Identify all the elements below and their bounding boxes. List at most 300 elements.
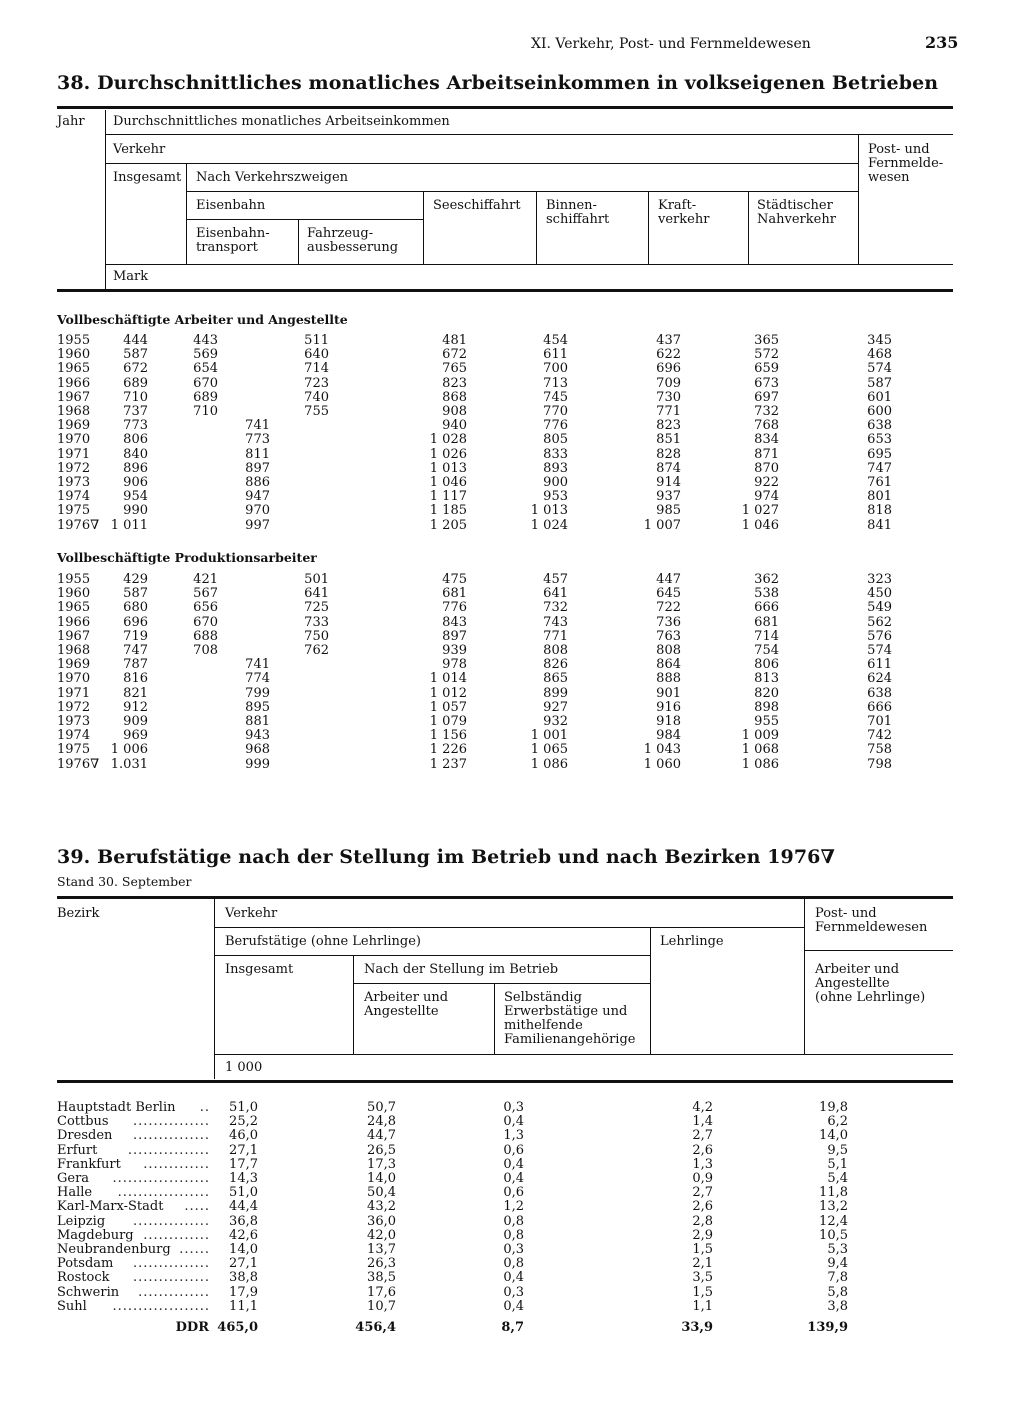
divider [186, 163, 187, 264]
cell-post: 653 [867, 432, 892, 448]
table-row [0, 433, 1024, 447]
divider [105, 264, 953, 265]
cell-sta: 659 [754, 361, 779, 377]
cell-post: 139,9 [807, 1320, 848, 1335]
cell-post: 10,5 [819, 1227, 848, 1243]
col-verkehr: Verkehr [113, 142, 166, 157]
divider [648, 191, 649, 264]
cell-jahr: 1973 [57, 475, 91, 490]
cell-kra: 645 [656, 586, 681, 602]
cell-bin: 457 [543, 572, 568, 587]
table-row [0, 448, 1024, 462]
cell-lehr: 1,4 [692, 1114, 713, 1130]
cell-kra: 828 [656, 446, 681, 462]
table-row [0, 1115, 1024, 1129]
cell-selb: 1,2 [503, 1199, 524, 1215]
cell-jahr: 1974 [57, 728, 91, 744]
divider [650, 927, 651, 1054]
cell-fzg: 740 [304, 389, 329, 405]
cell-ins: 51,0 [229, 1185, 258, 1201]
cell-jahr: 1960 [57, 586, 91, 602]
cell-bin: 743 [543, 614, 568, 630]
cell-ebt: 656 [193, 600, 218, 616]
cell-kra: 763 [656, 628, 681, 644]
col-fahrzeug-2: ausbesserung [307, 240, 399, 255]
cell-bin: 865 [543, 671, 568, 687]
cell-fzg: 641 [304, 586, 329, 602]
col-binnen-2: schiffahrt [546, 212, 610, 227]
cell-see: 1 237 [429, 756, 467, 772]
cell-selb: 0,4 [503, 1171, 524, 1186]
table-row [0, 377, 1024, 391]
leader-dots: ................ [127, 1142, 210, 1158]
cell-sta: 666 [754, 600, 779, 616]
cell-arb: 50,7 [367, 1100, 396, 1115]
table-row [0, 1257, 1024, 1271]
col-post-1: Post- und [868, 142, 930, 157]
cell-post: 5,3 [827, 1242, 848, 1257]
table-row [0, 362, 1024, 376]
cell-ins: 27,1 [229, 1256, 258, 1272]
cell-ins: 816 [123, 671, 148, 687]
cell-bin: 900 [543, 475, 568, 490]
cell-sta: 870 [754, 460, 779, 476]
cell-kra: 722 [656, 600, 681, 616]
cell-bezirk: Suhl [57, 1298, 87, 1314]
cell-fzg: 714 [304, 361, 329, 377]
cell-bin: 732 [543, 600, 568, 616]
cell-ins: 42,6 [229, 1227, 258, 1243]
cell-jahr: 1970 [57, 432, 91, 448]
page-number: 235 [925, 33, 959, 52]
cell-fzg: 723 [304, 375, 329, 391]
cell-lehr: 4,2 [692, 1100, 713, 1115]
cell-ins: 25,2 [229, 1114, 258, 1130]
cell-arb: 13,7 [367, 1242, 396, 1257]
cell-jahr: 1968 [57, 643, 91, 658]
cell-ins: 44,4 [229, 1199, 258, 1215]
table-row [0, 1286, 1024, 1300]
divider [748, 191, 749, 264]
cell-bezirk: Dresden [57, 1128, 113, 1144]
cell-ins: 954 [123, 489, 148, 505]
cell-bin: 776 [543, 418, 568, 434]
cell-post: 801 [867, 489, 892, 505]
col-unit: 1 000 [225, 1060, 263, 1075]
table38-section1-title: Vollbeschäftigte Arbeiter und Angestellte [57, 312, 348, 327]
leader-dots: .. [199, 1100, 210, 1115]
cell-post: 638 [867, 418, 892, 434]
cell-ins: 710 [123, 389, 148, 405]
cell-post: 562 [867, 614, 892, 630]
cell-sta: 1 046 [741, 517, 779, 533]
cell-kra: 736 [656, 614, 681, 630]
cell-eb: 947 [245, 489, 270, 505]
cell-bezirk: Leipzig [57, 1213, 106, 1229]
cell-sta: 922 [754, 475, 779, 490]
cell-arb: 43,2 [367, 1199, 396, 1215]
cell-jahr: 1973 [57, 714, 91, 729]
table-row [0, 462, 1024, 476]
cell-post: 600 [867, 404, 892, 419]
divider [214, 927, 804, 928]
col-kraft-1: Kraft- [658, 198, 697, 213]
cell-arb: 26,3 [367, 1256, 396, 1272]
leader-dots: ............... [133, 1270, 210, 1286]
leader-dots: ............... [133, 1256, 210, 1272]
cell-bin: 771 [543, 628, 568, 644]
cell-ins: 27,1 [229, 1142, 258, 1158]
cell-selb: 0,3 [503, 1284, 524, 1300]
cell-ins: 587 [123, 586, 148, 602]
col-verkehr: Verkehr [225, 906, 278, 921]
cell-ins: 14,0 [229, 1242, 258, 1257]
cell-sta: 681 [754, 614, 779, 630]
cell-ins: 17,9 [229, 1284, 258, 1300]
cell-sta: 955 [754, 714, 779, 729]
cell-kra: 1 007 [643, 517, 681, 533]
cell-post: 695 [867, 446, 892, 462]
table-row [0, 1229, 1024, 1243]
cell-ins: 1 011 [110, 517, 148, 533]
cell-bezirk: Schwerin [57, 1284, 120, 1300]
divider [186, 191, 858, 192]
col-stadt-2: Nahverkehr [757, 212, 836, 227]
cell-ebt: 710 [193, 404, 218, 419]
col-selb-1: Selbständig [504, 990, 582, 1005]
cell-kra: 937 [656, 489, 681, 505]
divider [423, 191, 424, 264]
divider [353, 983, 650, 984]
cell-bin: 953 [543, 489, 568, 505]
cell-lehr: 33,9 [681, 1320, 713, 1335]
cell-post: 323 [867, 572, 892, 587]
cell-arb: 44,7 [367, 1128, 396, 1144]
cell-kra: 984 [656, 728, 681, 744]
cell-lehr: 2,6 [692, 1142, 713, 1158]
cell-eb: 881 [245, 714, 270, 729]
cell-ins: 46,0 [229, 1128, 258, 1144]
cell-bezirk: Gera [57, 1171, 90, 1186]
cell-bezirk: Potsdam [57, 1256, 114, 1272]
cell-post: 19,8 [819, 1100, 848, 1115]
cell-bezirk: Neubrandenburg [57, 1242, 171, 1257]
cell-see: 475 [442, 572, 467, 587]
cell-ins: 14,3 [229, 1171, 258, 1186]
cell-jahr: 1971 [57, 685, 91, 701]
cell-sta: 1 027 [741, 503, 779, 519]
cell-post: 758 [867, 742, 892, 758]
cell-post: 14,0 [819, 1128, 848, 1144]
chapter-header: XI. Verkehr, Post- und Fernmeldewesen [531, 36, 811, 52]
cell-kra: 1 043 [643, 742, 681, 758]
table-row [0, 1186, 1024, 1200]
cell-post: 798 [867, 756, 892, 772]
cell-selb: 0,8 [503, 1256, 524, 1272]
cell-arb: 14,0 [367, 1171, 396, 1186]
cell-lehr: 2,9 [692, 1227, 713, 1243]
cell-post: 345 [867, 333, 892, 348]
cell-bezirk: Karl-Marx-Stadt [57, 1199, 164, 1215]
cell-jahr: 1972 [57, 699, 91, 715]
col-berufstaetige: Berufstätige (ohne Lehrlinge) [225, 934, 421, 949]
cell-post: 9,4 [827, 1256, 848, 1272]
leader-dots: ..... [184, 1199, 210, 1215]
cell-sta: 834 [754, 432, 779, 448]
cell-eb: 970 [245, 503, 270, 519]
cell-post: 666 [867, 699, 892, 715]
divider [214, 899, 215, 1079]
table-row [0, 1243, 1024, 1257]
cell-ins: 787 [123, 657, 148, 673]
cell-post: 9,5 [827, 1142, 848, 1158]
cell-post: 3,8 [827, 1298, 848, 1314]
cell-bezirk: Rostock [57, 1270, 110, 1286]
col-arb-2: Angestellte [364, 1004, 439, 1019]
cell-eb: 999 [245, 756, 270, 772]
cell-selb: 0,3 [503, 1242, 524, 1257]
cell-eb: 799 [245, 685, 270, 701]
cell-bin: 1 065 [530, 742, 568, 758]
cell-ins: 51,0 [229, 1100, 258, 1115]
cell-ins: 969 [123, 728, 148, 744]
cell-kra: 696 [656, 361, 681, 377]
table39-title: 39. Berufstätige nach der Stellung im Betrieb und nach Bezirken 1976∇ [57, 846, 835, 868]
cell-sta: 538 [754, 586, 779, 602]
leader-dots: .............. [138, 1284, 210, 1300]
cell-sta: 673 [754, 375, 779, 391]
cell-kra: 709 [656, 375, 681, 391]
table-row [0, 644, 1024, 658]
cell-fzg: 511 [304, 333, 329, 348]
table-row [0, 1215, 1024, 1229]
col-kraft-2: verkehr [658, 212, 710, 227]
cell-selb: 0,6 [503, 1185, 524, 1201]
table-row [0, 1101, 1024, 1115]
cell-lehr: 2,1 [692, 1256, 713, 1272]
cell-arb: 17,3 [367, 1156, 396, 1172]
cell-sta: 754 [754, 643, 779, 658]
cell-jahr: 1976∇ [57, 517, 100, 533]
cell-sta: 1 009 [741, 728, 779, 744]
cell-bezirk: Halle [57, 1185, 93, 1201]
divider [804, 899, 805, 1054]
cell-selb: 1,3 [503, 1128, 524, 1144]
table-row [0, 348, 1024, 362]
cell-bin: 826 [543, 657, 568, 673]
cell-ins: 689 [123, 375, 148, 391]
cell-ebt: 421 [193, 572, 218, 587]
leader-dots: ............... [133, 1213, 210, 1229]
cell-ebt: 654 [193, 361, 218, 377]
table38-top-rule [57, 106, 953, 109]
cell-bezirk: Hauptstadt Berlin [57, 1100, 176, 1115]
cell-lehr: 2,8 [692, 1213, 713, 1229]
table-row [0, 1271, 1024, 1285]
divider [105, 110, 106, 290]
cell-eb: 773 [245, 432, 270, 448]
cell-ebt: 708 [193, 643, 218, 658]
cell-see: 1 156 [429, 728, 467, 744]
leader-dots: ................... [112, 1298, 210, 1314]
cell-ins: 909 [123, 714, 148, 729]
cell-arb: 17,6 [367, 1284, 396, 1300]
cell-ins: 1.031 [110, 756, 148, 772]
cell-post: 5,1 [827, 1156, 848, 1172]
cell-bin: 1 024 [530, 517, 568, 533]
cell-sta: 697 [754, 389, 779, 405]
table-row [0, 1200, 1024, 1214]
cell-bin: 927 [543, 699, 568, 715]
leader-dots: ............... [133, 1128, 210, 1144]
cell-see: 1 026 [429, 446, 467, 462]
cell-see: 765 [442, 361, 467, 377]
cell-bin: 932 [543, 714, 568, 729]
cell-bin: 1 013 [530, 503, 568, 519]
cell-eb: 997 [245, 517, 270, 533]
cell-ins: 465,0 [217, 1320, 258, 1335]
cell-kra: 447 [656, 572, 681, 587]
divider [536, 191, 537, 264]
cell-ins: 896 [123, 460, 148, 476]
divider [214, 955, 650, 956]
col-insgesamt: Insgesamt [225, 962, 294, 977]
cell-post: 549 [867, 600, 892, 616]
col-post-arb-2: Angestellte [815, 976, 890, 991]
cell-eb: 943 [245, 728, 270, 744]
cell-jahr: 1969 [57, 657, 91, 673]
cell-ebt: 443 [193, 333, 218, 348]
divider [804, 950, 953, 951]
col-nach-stellung: Nach der Stellung im Betrieb [364, 962, 559, 977]
cell-sta: 820 [754, 685, 779, 701]
cell-jahr: 1960 [57, 347, 91, 363]
cell-kra: 437 [656, 333, 681, 348]
cell-ebt: 569 [193, 347, 218, 363]
cell-eb: 811 [245, 446, 270, 462]
cell-post: 587 [867, 375, 892, 391]
cell-see: 823 [442, 375, 467, 391]
cell-kra: 888 [656, 671, 681, 687]
cell-kra: 808 [656, 643, 681, 658]
cell-jahr: 1974 [57, 489, 91, 505]
cell-see: 897 [442, 628, 467, 644]
table39-subtitle: Stand 30. September [57, 874, 192, 889]
cell-selb: 0,8 [503, 1213, 524, 1229]
table-row [0, 1129, 1024, 1143]
cell-lehr: 2,6 [692, 1199, 713, 1215]
cell-see: 672 [442, 347, 467, 363]
col-eb-transport-1: Eisenbahn- [196, 226, 270, 241]
cell-post: 7,8 [827, 1270, 848, 1286]
cell-kra: 916 [656, 699, 681, 715]
cell-lehr: 1,5 [692, 1242, 713, 1257]
cell-ebt: 567 [193, 586, 218, 602]
cell-post: 6,2 [827, 1114, 848, 1130]
cell-kra: 874 [656, 460, 681, 476]
cell-bezirk: DDR [175, 1320, 209, 1335]
cell-selb: 0,3 [503, 1100, 524, 1115]
leader-dots: ................... [112, 1171, 210, 1186]
col-post-2: Fernmelde- [868, 156, 944, 171]
cell-post: 5,4 [827, 1171, 848, 1186]
cell-see: 776 [442, 600, 467, 616]
table-row [0, 701, 1024, 715]
cell-jahr: 1967 [57, 628, 91, 644]
cell-ins: 1 006 [110, 742, 148, 758]
cell-post: 624 [867, 671, 892, 687]
table39-header-rule [57, 1080, 953, 1083]
cell-see: 908 [442, 404, 467, 419]
cell-sta: 974 [754, 489, 779, 505]
cell-see: 1 205 [429, 517, 467, 533]
cell-ins: 806 [123, 432, 148, 448]
cell-ins: 696 [123, 614, 148, 630]
cell-see: 978 [442, 657, 467, 673]
cell-ebt: 670 [193, 375, 218, 391]
cell-jahr: 1969 [57, 418, 91, 434]
cell-post: 468 [867, 347, 892, 363]
cell-see: 1 226 [429, 742, 467, 758]
cell-arb: 50,4 [367, 1185, 396, 1201]
cell-kra: 823 [656, 418, 681, 434]
cell-kra: 771 [656, 404, 681, 419]
cell-eb: 968 [245, 742, 270, 758]
cell-ins: 36,8 [229, 1213, 258, 1229]
cell-see: 1 117 [429, 489, 467, 505]
cell-sta: 813 [754, 671, 779, 687]
cell-lehr: 1,1 [692, 1298, 713, 1314]
cell-jahr: 1955 [57, 333, 91, 348]
cell-arb: 10,7 [367, 1298, 396, 1314]
table-row [0, 476, 1024, 490]
cell-kra: 914 [656, 475, 681, 490]
cell-bin: 770 [543, 404, 568, 419]
cell-see: 1 079 [429, 714, 467, 729]
divider [105, 134, 953, 135]
cell-sta: 871 [754, 446, 779, 462]
cell-arb: 26,5 [367, 1142, 396, 1158]
cell-see: 1 014 [429, 671, 467, 687]
cell-post: 574 [867, 643, 892, 658]
cell-fzg: 755 [304, 404, 329, 419]
cell-jahr: 1971 [57, 446, 91, 462]
cell-see: 843 [442, 614, 467, 630]
cell-post: 818 [867, 503, 892, 519]
table-row [0, 715, 1024, 729]
cell-arb: 38,5 [367, 1270, 396, 1286]
cell-ins: 17,7 [229, 1156, 258, 1172]
cell-lehr: 2,7 [692, 1128, 713, 1144]
divider [214, 1054, 953, 1055]
cell-jahr: 1966 [57, 375, 91, 391]
table-row [0, 405, 1024, 419]
cell-jahr: 1955 [57, 572, 91, 587]
cell-bin: 700 [543, 361, 568, 377]
col-selb-4: Familienangehörige [504, 1032, 636, 1047]
col-nach-verkehrszweigen: Nach Verkehrszweigen [196, 170, 349, 185]
cell-post: 450 [867, 586, 892, 602]
col-post-1: Post- und [815, 906, 877, 921]
cell-fzg: 501 [304, 572, 329, 587]
cell-jahr: 1976∇ [57, 756, 100, 772]
table-row [0, 419, 1024, 433]
cell-ebt: 688 [193, 628, 218, 644]
table-row [0, 616, 1024, 630]
cell-post: 11,8 [819, 1185, 848, 1201]
cell-see: 1 012 [429, 685, 467, 701]
leader-dots: ............. [143, 1227, 210, 1243]
